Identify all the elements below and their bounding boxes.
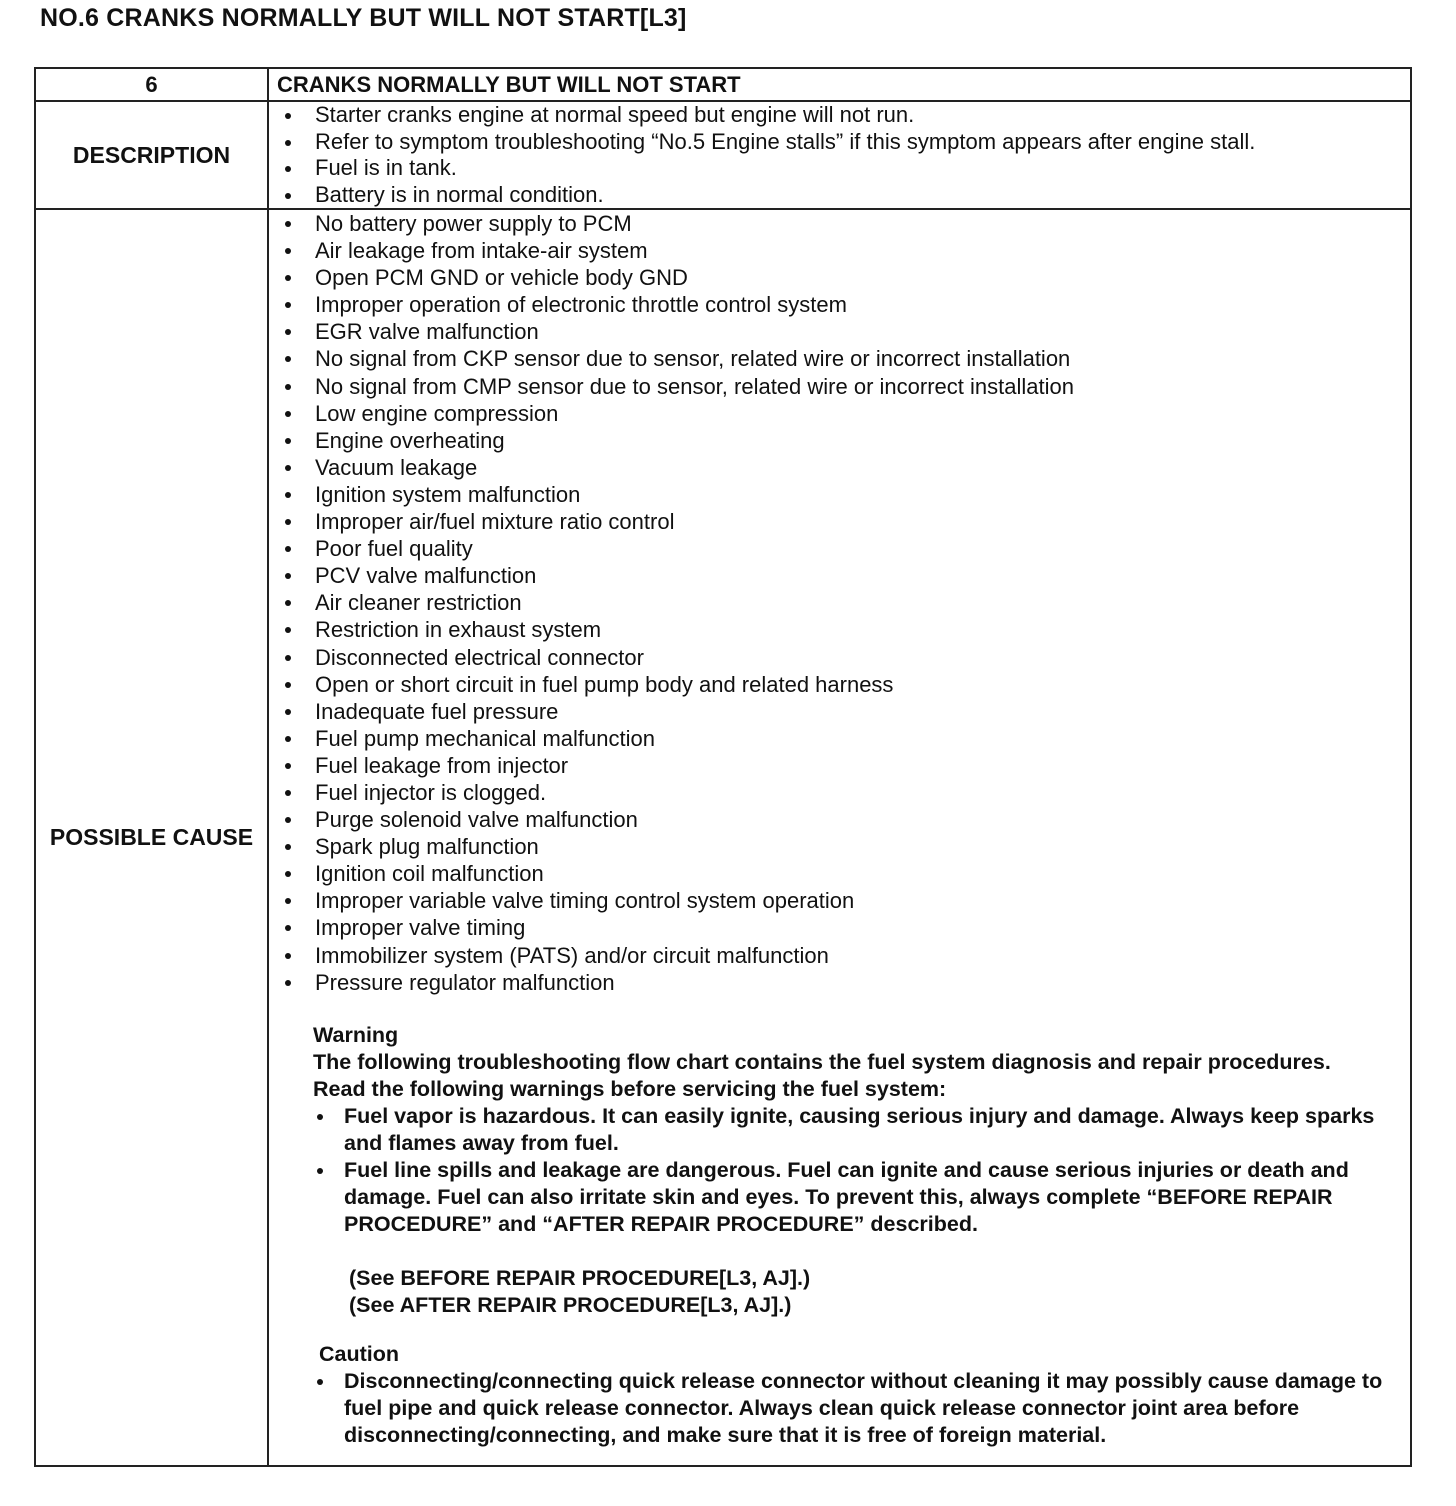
list-item: Vacuum leakage <box>269 454 1410 481</box>
list-item: Pressure regulator malfunction <box>269 969 1410 996</box>
symptom-title: CRANKS NORMALLY BUT WILL NOT START <box>268 68 1411 101</box>
reference-links <box>269 1265 1410 1319</box>
list-item: Fuel pump mechanical malfunction <box>269 725 1410 752</box>
see-before-repair-link[interactable]: (See BEFORE REPAIR PROCEDURE[L3, AJ].) <box>349 1265 811 1290</box>
page-title: NO.6 CRANKS NORMALLY BUT WILL NOT START[L3] <box>40 4 687 32</box>
list-item: Improper valve timing <box>269 914 1410 941</box>
caution-list <box>269 1368 1410 1449</box>
list-item: EGR valve malfunction <box>269 318 1410 345</box>
description-list <box>269 102 1410 208</box>
list-item: Purge solenoid valve malfunction <box>269 806 1410 833</box>
list-item: Improper air/fuel mixture ratio control <box>269 508 1410 535</box>
list-item: Fuel is in tank. <box>269 155 1410 182</box>
caution-heading: Caution <box>319 1341 400 1366</box>
warning-heading: Warning <box>313 1022 399 1047</box>
list-item: No signal from CKP sensor due to sensor, related wire or incorrect installation <box>269 345 1410 372</box>
table-header-row <box>35 68 1411 101</box>
warning-block <box>269 1022 1410 1319</box>
list-item: No signal from CMP sensor due to sensor, related wire or incorrect installation <box>269 373 1410 400</box>
list-item: Fuel leakage from injector <box>269 752 1410 779</box>
symptom-table <box>34 67 1412 1467</box>
list-item: Immobilizer system (PATS) and/or circuit malfunction <box>269 942 1410 969</box>
list-item: Inadequate fuel pressure <box>269 698 1410 725</box>
list-item: Starter cranks engine at normal speed but engine will not run. <box>269 102 1410 129</box>
list-item: Air leakage from intake-air system <box>269 237 1410 264</box>
list-item: PCV valve malfunction <box>269 562 1410 589</box>
list-item: Improper operation of electronic throttle control system <box>269 291 1410 318</box>
list-item: Spark plug malfunction <box>269 833 1410 860</box>
list-item: Restriction in exhaust system <box>269 616 1410 643</box>
list-item: Disconnected electrical connector <box>269 644 1410 671</box>
warning-item: Fuel line spills and leakage are dangerous. Fuel can ignite and cause serious injuries or death and damage. Fuel can also irritate skin and eyes. To prevent this, always complete “BEFORE REPAIR PROCEDURE” and “AFTER REPAIR PROCEDURE” described. <box>269 1157 1410 1238</box>
list-item: Open or short circuit in fuel pump body and related harness <box>269 671 1410 698</box>
possible-cause-list <box>269 210 1410 996</box>
list-item: Ignition coil malfunction <box>269 860 1410 887</box>
list-item: Fuel injector is clogged. <box>269 779 1410 806</box>
list-item: Battery is in normal condition. <box>269 182 1410 209</box>
list-item: Refer to symptom troubleshooting “No.5 Engine stalls” if this symptom appears after engine stall. <box>269 129 1410 156</box>
warning-list <box>269 1103 1410 1238</box>
caution-block <box>269 1341 1410 1449</box>
list-item: Poor fuel quality <box>269 535 1410 562</box>
warning-intro: The following troubleshooting flow chart contains the fuel system diagnosis and repair procedures. Read the following warnings before servicing the fuel system: <box>313 1049 1331 1101</box>
caution-item: Disconnecting/connecting quick release connector without cleaning it may possibly cause damage to fuel pipe and quick release connector. Always clean quick release connector joint area before disconnecting/connecting, and make sure that it is free of foreign material. <box>269 1368 1410 1449</box>
possible-cause-label: POSSIBLE CAUSE <box>35 209 268 1466</box>
list-item: Open PCM GND or vehicle body GND <box>269 264 1410 291</box>
symptom-number: 6 <box>35 68 268 101</box>
warning-item: Fuel vapor is hazardous. It can easily ignite, causing serious injury and damage. Always keep sparks and flames away from fuel. <box>269 1103 1410 1157</box>
list-item: No battery power supply to PCM <box>269 210 1410 237</box>
description-cell <box>268 101 1411 209</box>
list-item: Ignition system malfunction <box>269 481 1410 508</box>
see-after-repair-link[interactable]: (See AFTER REPAIR PROCEDURE[L3, AJ].) <box>349 1292 792 1317</box>
list-item: Low engine compression <box>269 400 1410 427</box>
list-item: Engine overheating <box>269 427 1410 454</box>
possible-cause-cell <box>268 209 1411 1466</box>
list-item: Improper variable valve timing control system operation <box>269 887 1410 914</box>
list-item: Air cleaner restriction <box>269 589 1410 616</box>
description-row <box>35 101 1411 209</box>
description-label: DESCRIPTION <box>35 101 268 209</box>
possible-cause-row <box>35 209 1411 1466</box>
